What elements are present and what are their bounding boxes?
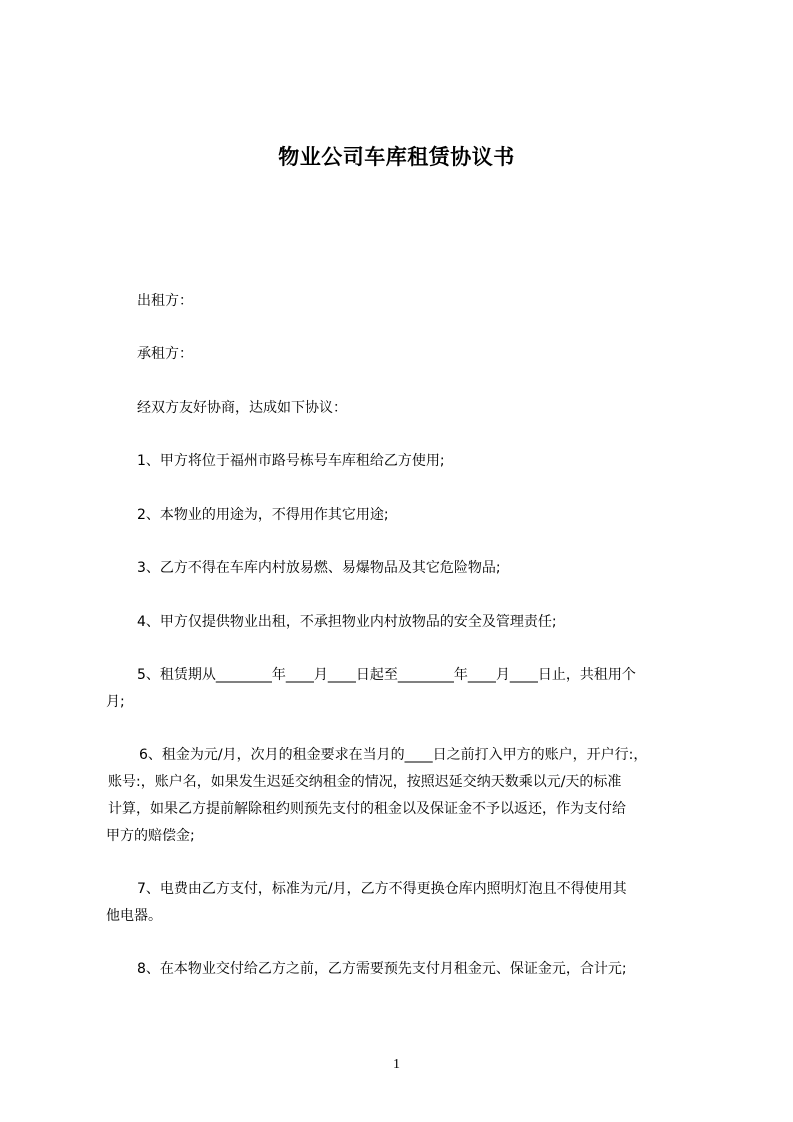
clause-8: 8、在本物业交付给乙方之前，乙方需要预先支付月租金元、保证金元，合计元; [137, 961, 627, 977]
intro-line: 经双方友好协商，达成如下协议： [137, 400, 347, 416]
clause-5-line-1: 5、租赁期从________年____月____日起至________年____月____日止，共租用个 [137, 667, 636, 683]
clause-7-line-1: 7、电费由乙方支付，标准为元/月，乙方不得更换仓库内照明灯泡且不得使用其 [137, 881, 627, 897]
clause-7-line-2: 他电器。 [106, 908, 162, 924]
document-title: 物业公司车库租赁协议书 [278, 145, 515, 169]
lessee-line: 承租方： [137, 346, 193, 362]
clause-3: 3、乙方不得在车库内村放易燃、易爆物品及其它危险物品; [137, 560, 501, 576]
page-number: 1 [393, 1057, 400, 1072]
clause-6-line-2: 账号:，账户名，如果发生迟延交纳租金的情况，按照迟延交纳天数乘以元/天的标准 [108, 774, 622, 790]
clause-4: 4、甲方仅提供物业出租，不承担物业内村放物品的安全及管理责任; [137, 614, 557, 630]
lessor-line: 出租方： [137, 293, 193, 309]
clause-1: 1、甲方将位于福州市路号栋号车库租给乙方使用; [137, 453, 445, 469]
clause-5-line-2: 月; [106, 694, 125, 710]
clause-6-line-1: 6、租金为元/月，次月的租金要求在当月的____日之前打入甲方的账户，开户行:， [139, 747, 648, 763]
clause-6-line-4: 甲方的赔偿金; [106, 828, 195, 844]
clause-6-line-3: 计算，如果乙方提前解除租约则预先支付的租金以及保证金不予以返还，作为支付给 [108, 801, 626, 817]
clause-2: 2、本物业的用途为，不得用作其它用途; [137, 507, 389, 523]
